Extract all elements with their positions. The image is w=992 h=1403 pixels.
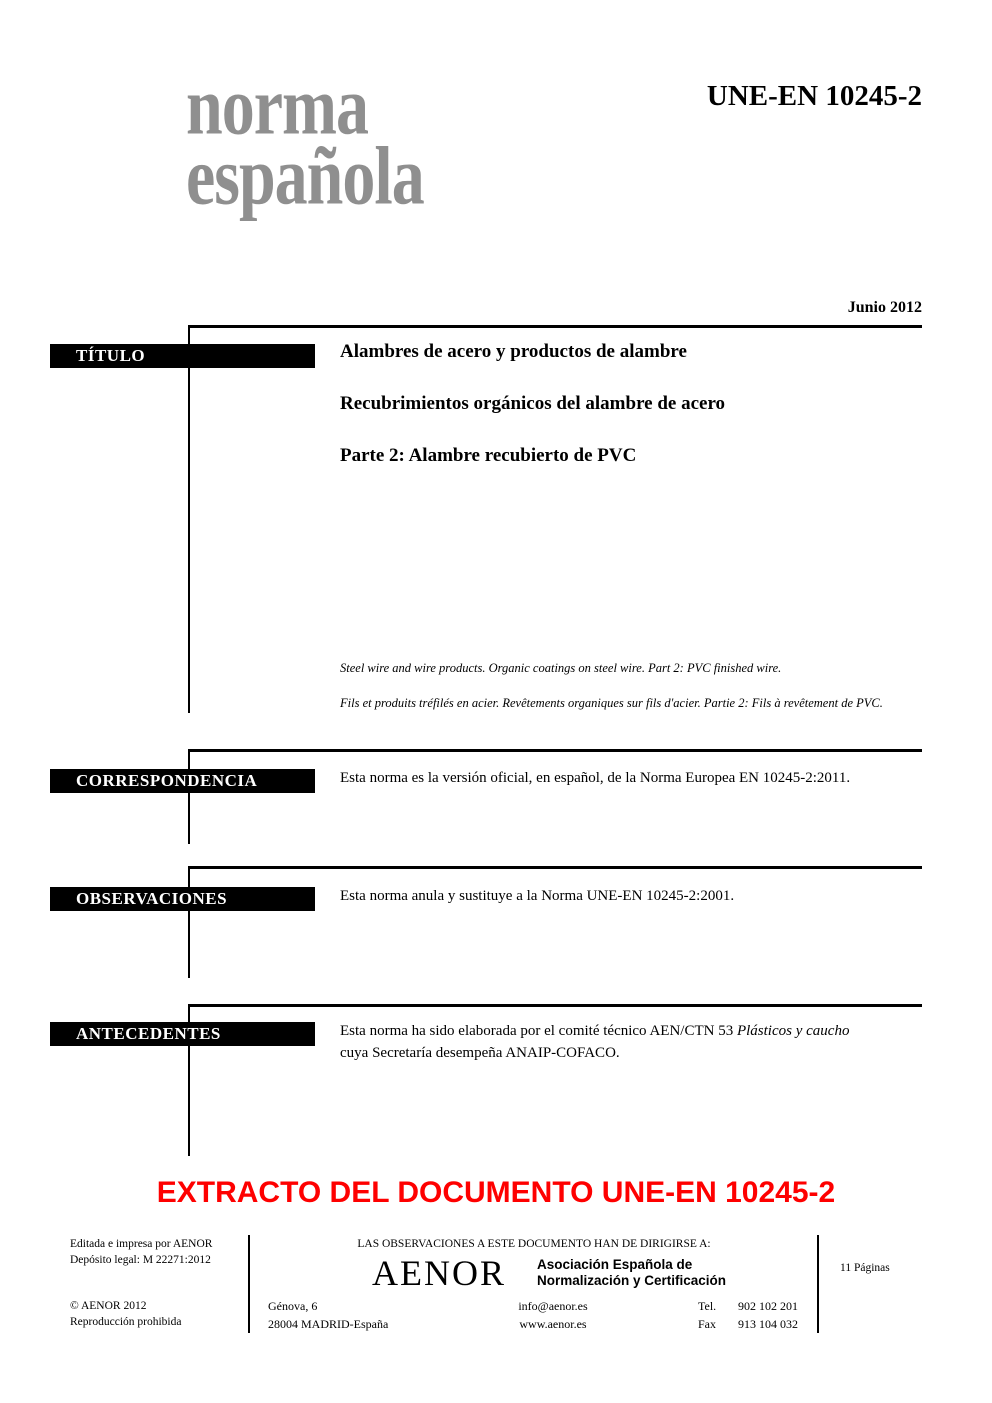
footer-tel-value: 902 102 201	[738, 1299, 798, 1313]
footer-reproduction-line: Reproducción prohibida	[70, 1316, 182, 1328]
brand-line-espanola: española	[186, 130, 424, 222]
footer-fax-label: Fax	[698, 1317, 716, 1331]
antecedentes-top-rule	[188, 1004, 922, 1007]
footer-address	[268, 1297, 388, 1333]
aenor-logo: AENOR	[372, 1253, 506, 1293]
correspondencia-vertical-rule	[188, 749, 190, 844]
norma-espanola-logo	[186, 60, 424, 222]
correspondencia-label: CORRESPONDENCIA	[76, 771, 258, 790]
titulo-top-rule	[188, 325, 922, 328]
footer-address-line-2: 28004 MADRID-España	[268, 1317, 389, 1331]
footer-telfax	[698, 1297, 798, 1333]
title-line-1: Alambres de acero y productos de alambre	[340, 341, 687, 362]
correspondencia-label-box	[50, 769, 315, 793]
observaciones-label: OBSERVACIONES	[76, 889, 228, 908]
issue-date: Junio 2012	[847, 299, 922, 316]
titulo-vertical-rule	[188, 325, 190, 713]
antecedentes-committee-name: Plásticos y caucho	[736, 1023, 850, 1039]
footer-publisher-line: Editada e impresa por AENOR	[70, 1238, 213, 1250]
titulo-label: TÍTULO	[76, 346, 146, 365]
title-line-2: Recubrimientos orgánicos del alambre de acero	[340, 393, 726, 414]
footer-tel-row	[698, 1297, 798, 1315]
footer-website: www.aenor.es	[519, 1317, 587, 1331]
title-translation-fr: Fils et produits tréfilés en acier. Revêtements organiques sur fils d'acier. Partie 2: Fils à revêtement de PVC.	[340, 696, 883, 710]
page-count: 11 Páginas	[840, 1262, 890, 1274]
footer-copyright-line: © AENOR 2012	[70, 1300, 147, 1312]
observaciones-text: Esta norma anula y sustituye a la Norma UNE-EN 10245-2:2001.	[340, 888, 735, 904]
aenor-org-name	[537, 1257, 726, 1289]
extract-notice: EXTRACTO DEL DOCUMENTO UNE-EN 10245-2	[156, 1176, 836, 1209]
footer-address-line-1: Génova, 6	[268, 1299, 318, 1313]
title-line-3: Parte 2: Alambre recubierto de PVC	[340, 445, 637, 466]
observaciones-top-rule	[188, 866, 922, 869]
footer-divider-left	[248, 1235, 250, 1333]
title-translation-en: Steel wire and wire products. Organic coatings on steel wire. Part 2: PVC finished wire.	[340, 661, 782, 675]
observaciones-label-box	[50, 887, 315, 911]
document-number: UNE-EN 10245-2	[706, 80, 922, 112]
aenor-org-line-1: Asociación Española de	[537, 1257, 693, 1272]
antecedentes-text	[340, 1020, 932, 1064]
footer-tel-label: Tel.	[698, 1299, 717, 1313]
aenor-org-line-2: Normalización y Certificación	[537, 1273, 727, 1288]
footer-deposit-line: Depósito legal: M 22271:2012	[70, 1254, 211, 1266]
footer-divider-right	[817, 1235, 819, 1333]
footer-email: info@aenor.es	[518, 1299, 588, 1313]
footer-publisher-block	[70, 1236, 212, 1268]
brand-line-norma: norma	[186, 60, 368, 152]
antecedentes-text-after: cuya Secretaría desempeña ANAIP-COFACO.	[340, 1045, 620, 1061]
footer-fax-value: 913 104 032	[738, 1317, 798, 1331]
footer-notice: LAS OBSERVACIONES A ESTE DOCUMENTO HAN DE DIRIGIRSE A:	[357, 1238, 711, 1250]
correspondencia-text: Esta norma es la versión oficial, en español, de la Norma Europea EN 10245-2:2011.	[340, 770, 851, 786]
footer-fax-row	[698, 1315, 798, 1333]
titulo-label-box	[50, 344, 315, 368]
observaciones-vertical-rule	[188, 866, 190, 978]
antecedentes-label-box	[50, 1022, 315, 1046]
footer-copyright-block	[70, 1298, 181, 1330]
footer-contact-web	[498, 1297, 608, 1333]
antecedentes-label: ANTECEDENTES	[76, 1024, 221, 1043]
antecedentes-text-before: Esta norma ha sido elaborada por el comité técnico AEN/CTN 53	[340, 1023, 737, 1039]
correspondencia-top-rule	[188, 749, 922, 752]
